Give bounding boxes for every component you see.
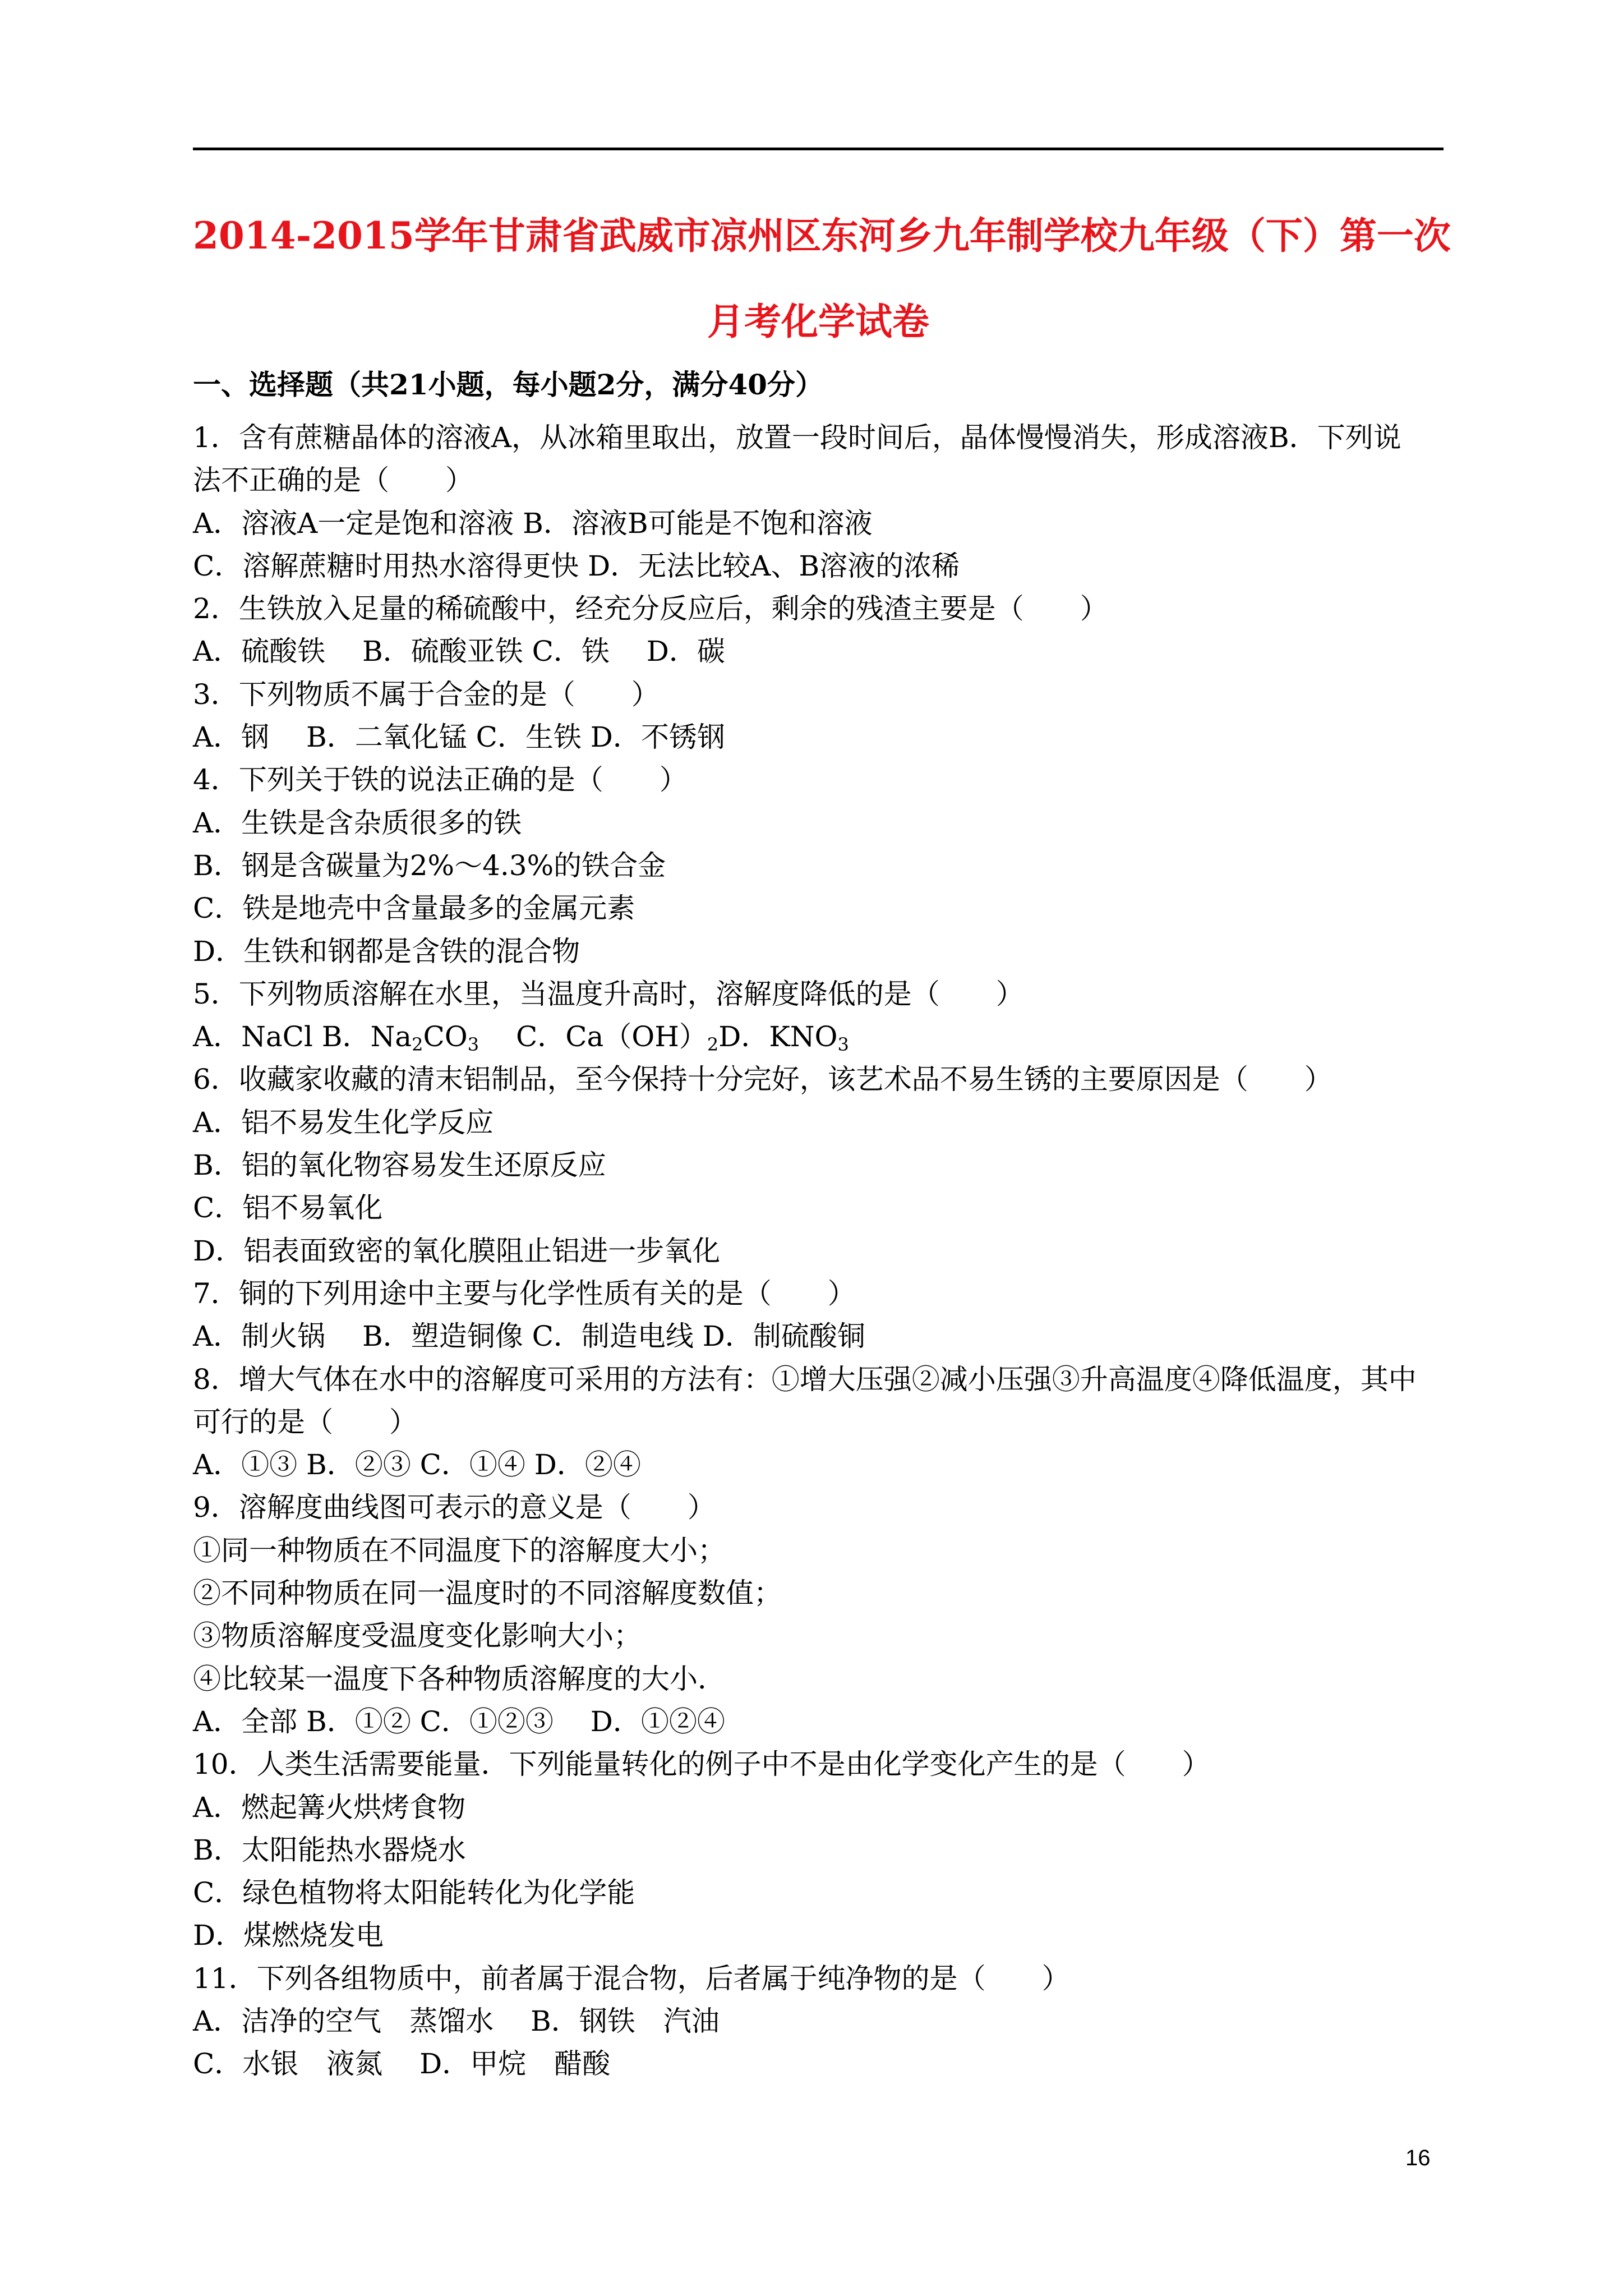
question-line: C．绿色植物将太阳能转化为化学能 bbox=[193, 1876, 635, 1910]
question-line: 5．下列物质溶解在水里，当温度升高时，溶解度降低的是（ ） bbox=[193, 977, 1024, 1010]
exam-title-line-1: 2014-2015学年甘肃省武威市凉州区东河乡九年制学校九年级（下）第一次 bbox=[193, 214, 1451, 257]
question-line: 10．人类生活需要能量．下列能量转化的例子中不是由化学变化产生的是（ ） bbox=[193, 1748, 1210, 1781]
question-line: 4．下列关于铁的说法正确的是（ ） bbox=[193, 763, 688, 797]
page-number: 16 bbox=[1405, 2146, 1431, 2170]
subscript: 3 bbox=[467, 1034, 479, 1056]
subscript: 2 bbox=[412, 1034, 423, 1056]
question-line: B．钢是含碳量为2%～4.3%的铁合金 bbox=[193, 849, 666, 882]
option-text: A．NaCl B．Na bbox=[193, 1020, 412, 1053]
question-line: A．全部 B．①② C．①②③ D．①②④ bbox=[193, 1705, 725, 1738]
question-line: 2．生铁放入足量的稀硫酸中，经充分反应后，剩余的残渣主要是（ ） bbox=[193, 592, 1108, 625]
question-line: C．溶解蔗糖时用热水溶得更快 D．无法比较A、B溶液的浓稀 bbox=[193, 549, 960, 582]
question-line: C．铁是地壳中含量最多的金属元素 bbox=[193, 892, 635, 925]
question-line: 3．下列物质不属于合金的是（ ） bbox=[193, 678, 660, 711]
header-rule bbox=[193, 148, 1444, 150]
question-line: A．生铁是含杂质很多的铁 bbox=[193, 806, 522, 839]
question-line: 6．收藏家收藏的清末铝制品，至今保持十分完好，该艺术品不易生锈的主要原因是（ ） bbox=[193, 1063, 1332, 1096]
question-line: B．铝的氧化物容易发生还原反应 bbox=[193, 1149, 606, 1182]
option-text: CO bbox=[423, 1020, 468, 1053]
question-line: A．①③ B．②③ C．①④ D．②④ bbox=[193, 1448, 641, 1481]
question-line: A．燃起篝火烘烤食物 bbox=[193, 1791, 466, 1824]
question-line: A．铝不易发生化学反应 bbox=[193, 1106, 494, 1139]
question-line: ②不同种物质在同一温度时的不同溶解度数值； bbox=[193, 1577, 782, 1610]
question-lines bbox=[193, 416, 1444, 2086]
exam-title-line-2: 月考化学试卷 bbox=[707, 300, 929, 343]
question-line: 7．铜的下列用途中主要与化学性质有关的是（ ） bbox=[193, 1277, 856, 1310]
subscript: 2 bbox=[707, 1034, 719, 1056]
question-line: A．溶液A一定是饱和溶液 B．溶液B可能是不饱和溶液 bbox=[193, 507, 873, 540]
question-line: 法不正确的是（ ） bbox=[193, 464, 473, 497]
question-line: D．煤燃烧发电 bbox=[193, 1919, 384, 1952]
question-line: A．硫酸铁 B．硫酸亚铁 C．铁 D．碳 bbox=[193, 635, 725, 668]
question-line: D．生铁和钢都是含铁的混合物 bbox=[193, 935, 580, 968]
question-line: B．太阳能热水器烧水 bbox=[193, 1833, 466, 1866]
option-text: C．Ca（OH） bbox=[479, 1020, 707, 1053]
question-line: A．钢 B．二氧化锰 C．生铁 D．不锈钢 bbox=[193, 721, 725, 754]
option-text: D．KNO bbox=[718, 1020, 838, 1053]
question-line: A．洁净的空气 蒸馏水 B．钢铁 汽油 bbox=[193, 2004, 720, 2037]
question-line: 9．溶解度曲线图可表示的意义是（ ） bbox=[193, 1491, 716, 1524]
question-line: ③物质溶解度受温度变化影响大小； bbox=[193, 1619, 642, 1653]
question-line: C．水银 液氮 D．甲烷 醋酸 bbox=[193, 2047, 611, 2081]
subscript: 3 bbox=[837, 1034, 849, 1056]
section-heading: 一、选择题（共21小题，每小题2分，满分40分） bbox=[193, 368, 823, 401]
question-line: C．铝不易氧化 bbox=[193, 1191, 383, 1225]
question-line: 8．增大气体在水中的溶解度可采用的方法有：①增大压强②减小压强③升高温度④降低温度，其中 bbox=[193, 1363, 1417, 1396]
question-line: 可行的是（ ） bbox=[193, 1405, 417, 1438]
question-line: 1．含有蔗糖晶体的溶液A，从冰箱里取出，放置一段时间后，晶体慢慢消失，形成溶液B．下列说 bbox=[193, 421, 1401, 454]
question-line: A．制火锅 B．塑造铜像 C．制造电线 D．制硫酸铜 bbox=[193, 1320, 865, 1353]
question-line: D．铝表面致密的氧化膜阻止铝进一步氧化 bbox=[193, 1234, 721, 1267]
question-line-q5-options bbox=[193, 1015, 1444, 1058]
question-line: ①同一种物质在不同温度下的溶解度大小； bbox=[193, 1534, 726, 1567]
question-line: 11．下列各组物质中，前者属于混合物，后者属于纯净物的是（ ） bbox=[193, 1962, 1070, 1995]
question-line: ④比较某一温度下各种物质溶解度的大小． bbox=[193, 1662, 726, 1695]
